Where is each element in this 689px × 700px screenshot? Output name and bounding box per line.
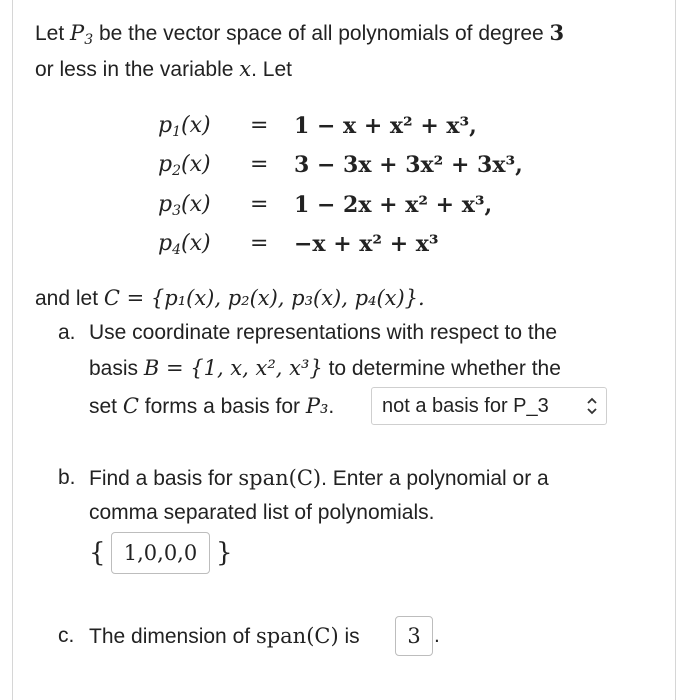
intro-text-2: or less in the variable xyxy=(35,58,240,81)
intro-text-1: be the vector space of all polynomials of degree xyxy=(93,22,550,45)
question-frame xyxy=(12,0,676,700)
equation-eq-4: = xyxy=(250,231,269,256)
basis-answer-input[interactable]: 1,0,0,0 xyxy=(111,532,210,574)
part-a-line-1: Use coordinate representations with respect to the xyxy=(89,321,558,344)
brace-close: } xyxy=(216,538,233,568)
and-let-line: and let C = {p₁(x), p₂(x), p₃(x), p₄(x)}. xyxy=(35,286,425,310)
part-a-label: a. xyxy=(58,321,76,344)
part-a-line-2: basis B = {1, x, x², x³} to determine whether the xyxy=(89,356,561,380)
equation-lhs-3: $p_3(x)$ xyxy=(158,192,211,219)
part-b-line-1: Find a basis for span(C). Enter a polynomial or a xyxy=(89,466,549,490)
intro-line-1 xyxy=(35,21,564,46)
part-c-label: c. xyxy=(58,624,75,647)
variable-x: x xyxy=(239,57,252,81)
part-a-line-3: set C forms a basis for P₃. xyxy=(89,394,335,418)
equation-lhs-4: $p_4(x)$ xyxy=(158,231,211,258)
equation-eq-2: = xyxy=(250,152,269,177)
span-c: span(C) xyxy=(255,624,339,648)
select-value: not a basis for P_3 xyxy=(382,395,549,417)
equation-lhs-1: $p_1(x)$ xyxy=(158,113,211,140)
equation-eq-1: = xyxy=(250,113,269,138)
intro-line-2 xyxy=(35,57,292,82)
set-c-definition: C = {p₁(x), p₂(x), p₃(x), p₄(x)}. xyxy=(103,286,425,310)
basis-answer-select[interactable] xyxy=(371,387,607,425)
degree-value: 3 xyxy=(549,20,565,45)
part-c-end: . xyxy=(434,624,440,647)
chevron-up-down-icon xyxy=(586,388,598,437)
brace-open: { xyxy=(89,538,106,568)
equation-rhs-1: 1 − x + x² + x³, xyxy=(294,113,477,139)
basis-b: B = {1, x, x², x³} xyxy=(143,356,323,380)
intro-text-3: . Let xyxy=(251,58,292,81)
equation-rhs-3: 1 − 2x + x² + x³, xyxy=(294,192,493,218)
equation-rhs-4: −x + x² + x³ xyxy=(294,231,439,257)
equation-lhs-2: $p_2(x)$ xyxy=(158,152,211,179)
part-b-label: b. xyxy=(58,466,76,489)
equation-rhs-2: 3 − 3x + 3x² + 3x³, xyxy=(294,152,523,178)
part-c-text: The dimension of span(C) is xyxy=(89,624,360,648)
intro-let: Let xyxy=(35,22,65,45)
equation-eq-3: = xyxy=(250,192,269,217)
part-b-line-2: comma separated list of polynomials. xyxy=(89,501,435,524)
space-symbol: $P_3$ xyxy=(70,21,94,48)
dimension-answer-input[interactable]: 3 xyxy=(395,616,433,656)
span-c: span(C) xyxy=(238,466,322,490)
